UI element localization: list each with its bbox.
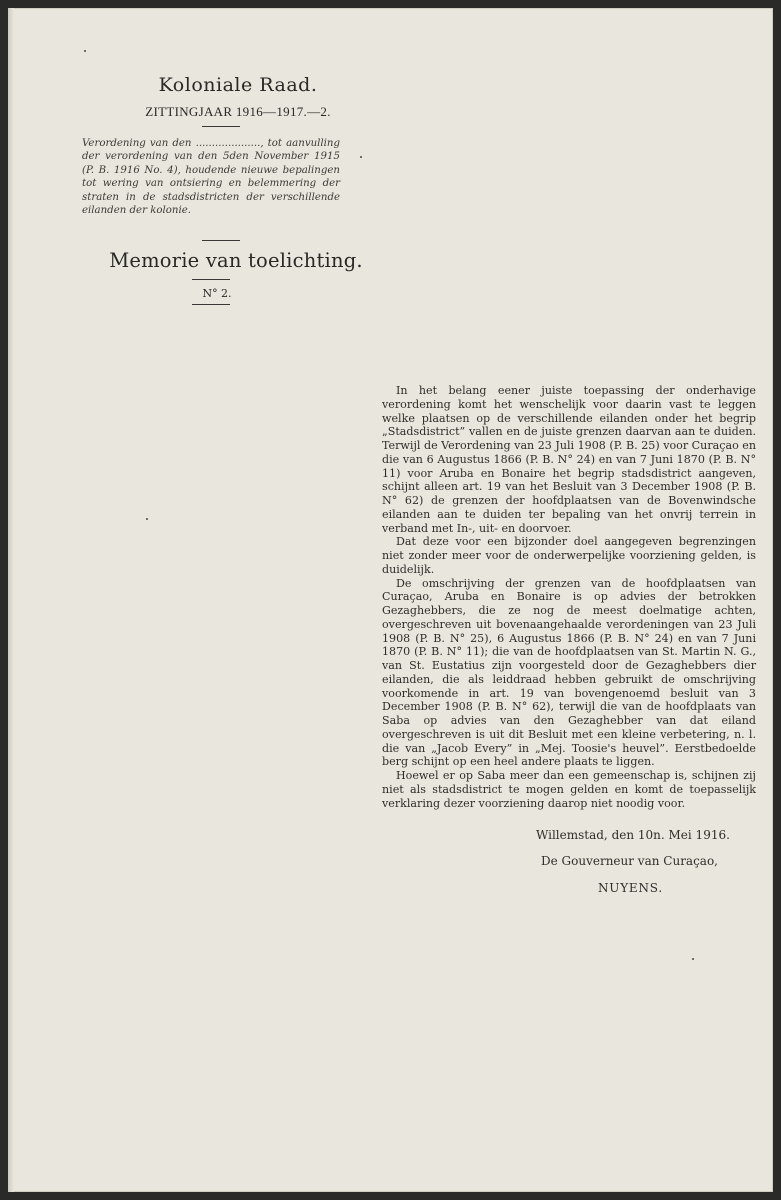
session-year: ZITTINGJAAR 1916—1917.—2. [145, 104, 331, 119]
divider-3 [192, 279, 230, 280]
paper-speck [692, 958, 694, 960]
divider-4 [192, 304, 230, 305]
signature-office: De Gouverneur van Curaçao, [541, 854, 718, 868]
memorie-heading: Memorie van toelichting. [109, 249, 363, 272]
ordinance-description: Verordening van den ...................., tot aanvulling der verordening van den 5den November 1915 (P. B. 1916 No. 4), houdende nieuwe bepalingen tot wering van ontsiering en belemmering der straten in de stadsdistricten der verschillende eilanden der kolonie. [82, 138, 340, 217]
body-paragraph-4: Hoewel er op Saba meer dan een gemeenschap is, schijnen zij niet als stadsdistrict te mogen gelden en komt de toepasselijk verklaring dezer voorziening daarop niet noodig voor. [382, 769, 756, 810]
explanatory-body [382, 384, 756, 810]
document-page [8, 8, 773, 1192]
paper-speck [360, 156, 362, 158]
document-title: Koloniale Raad. [158, 74, 318, 96]
body-paragraph-2: Dat deze voor een bijzonder doel aangegeven begrenzingen niet zonder meer voor de onderwerpelijke voorziening gelden, is duidelijk. [382, 535, 756, 576]
signature-place-date: Willemstad, den 10n. Mei 1916. [536, 828, 730, 842]
document-number: N° 2. [202, 287, 232, 300]
paper-speck [84, 50, 86, 52]
divider-2 [202, 240, 240, 241]
body-paragraph-1: In het belang eener juiste toepassing der onderhavige verordening komt het wenschelijk voor daarin vast te leggen welke plaatsen op de verschillende eilanden onder het begrip „Stadsdistrict” vallen en de juiste grenzen daarvan aan te duiden. Terwijl de Verordening van 23 Juli 1908 (P. B. 25) voor Curaçao en die van 6 Augustus 1866 (P. B. N° 24) en van 7 Juni 1870 (P. B. N° 11) voor Aruba en Bonaire het begrip stadsdistrict aangeven, schijnt alleen art. 19 van het Besluit van 3 December 1908 (P. B. N° 62) de grenzen der hoofdplaatsen van de Bovenwindsche eilanden aan te duiden ter bepaling van het onvrij terrein in verband met In-, uit- en doorvoer. [382, 384, 756, 535]
divider-1 [202, 126, 240, 127]
page-spine-shadow [8, 8, 14, 1192]
signature-name: NUYENS. [598, 881, 664, 895]
body-paragraph-3: De omschrijving der grenzen van de hoofdplaatsen van Curaçao, Aruba en Bonaire is op advies der betrokken Gezaghebbers, die ze nog de meest doelmatige achten, overgeschreven uit bovenaangehaalde verordeningen van 23 Juli 1908 (P. B. N° 25), 6 Augustus 1866 (P. B. N° 24) en van 7 Juni 1870 (P. B. N° 11); die van de hoofdplaatsen van St. Martin N. G., van St. Eustatius zijn voorgesteld door de Gezaghebbers dier eilanden, die als leiddraad hebben gebruikt de omschrijving voorkomende in art. 19 van bovengenoemd besluit van 3 December 1908 (P. B. N° 62), terwijl die van de hoofdplaats van Saba op advies van den Gezaghebber van dat eiland overgeschreven is uit dit Besluit met een kleine verbetering, n. l. die van „Jacob Every” in „Mej. Toosie's heuvel”. Eerstbedoelde berg schijnt op een heel andere plaats te liggen. [382, 576, 756, 769]
paper-speck [146, 518, 148, 520]
